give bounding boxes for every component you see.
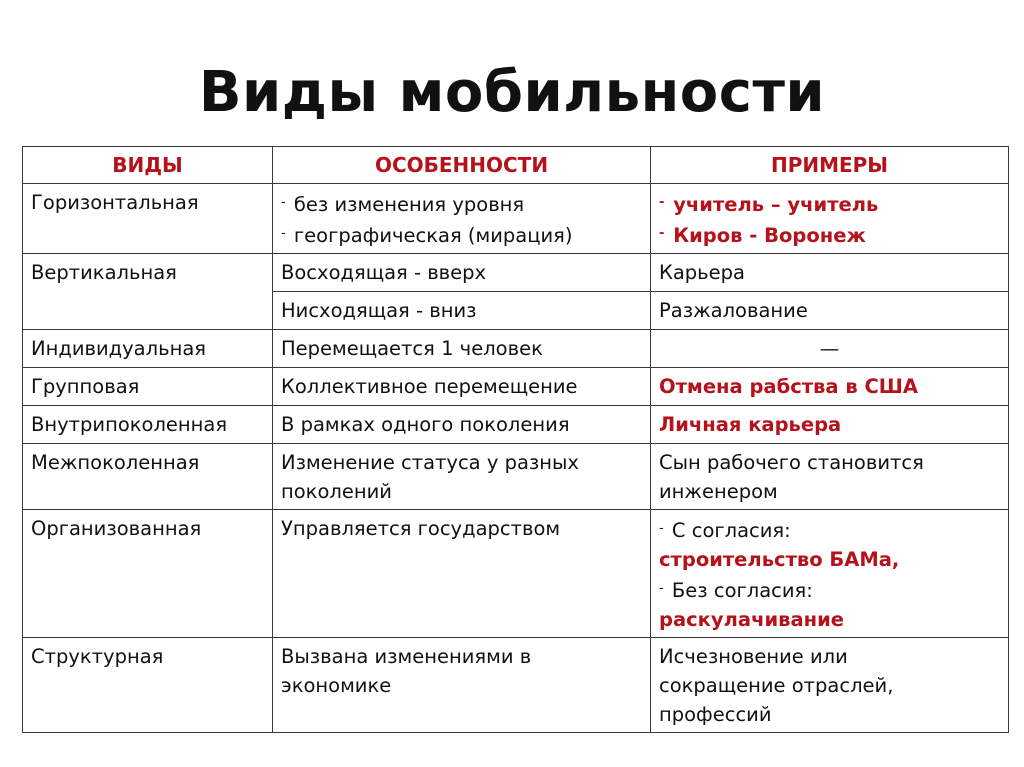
example-text: профессий [659,703,772,726]
example-cell [651,638,1009,733]
example-text: Сын рабочего становится [659,451,924,474]
example-text: Без согласия: [671,579,813,602]
feature-cell: Перемещается 1 человек [273,330,651,368]
table-row-intragenerational [23,406,1009,444]
table-row-structural [23,638,1009,733]
mobility-table [22,146,1009,733]
example-cell [651,184,1009,254]
header-features: ОСОБЕННОСТИ [273,147,651,184]
feature-cell [273,444,651,510]
example-cell [651,444,1009,510]
example-text: раскулачивание [659,608,844,631]
feature-cell [273,184,651,254]
example-text: строительство БАМа, [659,548,900,571]
type-cell: Групповая [23,368,273,406]
type-cell: Внутрипоколенная [23,406,273,444]
dash-mark: - [659,226,665,241]
feature-text: поколений [281,480,392,503]
feature-text: без изменения уровня [293,193,525,216]
example-text: С согласия: [671,519,791,542]
feature-text: Вызвана изменениями в [281,645,532,668]
dash-mark: - [659,195,665,210]
table-header-row [23,147,1009,184]
type-cell: Вертикальная [23,254,273,330]
dash-mark: - [281,226,286,241]
feature-cell: Восходящая - вверх [273,254,651,292]
feature-text: географическая (мирация) [293,224,573,247]
feature-text: экономике [281,674,392,697]
page-title: Виды мобильности [198,60,826,125]
example-text: Исчезновение или [659,645,848,668]
example-cell: — [651,330,1009,368]
example-cell: Личная карьера [651,406,1009,444]
example-cell: Отмена рабства в США [651,368,1009,406]
type-cell: Структурная [23,638,273,733]
dash-mark: - [281,195,286,210]
example-text: сокращение отраслей, [659,674,894,697]
header-examples: ПРИМЕРЫ [651,147,1009,184]
type-cell: Межпоколенная [23,444,273,510]
dash-mark: - [659,581,664,596]
feature-cell: В рамках одного поколения [273,406,651,444]
feature-cell: Управляется государством [273,510,651,638]
table-row-vertical-up [23,254,1009,292]
type-cell: Индивидуальная [23,330,273,368]
table-row-group [23,368,1009,406]
feature-text: Изменение статуса у разных [281,451,579,474]
type-cell: Организованная [23,510,273,638]
table-row-intergenerational [23,444,1009,510]
table-row-organized [23,510,1009,638]
header-types: ВИДЫ [23,147,273,184]
example-cell: Разжалование [651,292,1009,330]
example-cell: Карьера [651,254,1009,292]
example-text: учитель – учитель [673,193,879,216]
table-row-individual [23,330,1009,368]
example-text: Киров - Воронеж [673,224,866,247]
feature-cell [273,638,651,733]
example-cell [651,510,1009,638]
table-row-horizontal [23,184,1009,254]
feature-cell: Коллективное перемещение [273,368,651,406]
type-cell: Горизонтальная [23,184,273,254]
dash-mark: - [659,521,664,536]
feature-cell: Нисходящая - вниз [273,292,651,330]
example-text: инженером [659,480,778,503]
